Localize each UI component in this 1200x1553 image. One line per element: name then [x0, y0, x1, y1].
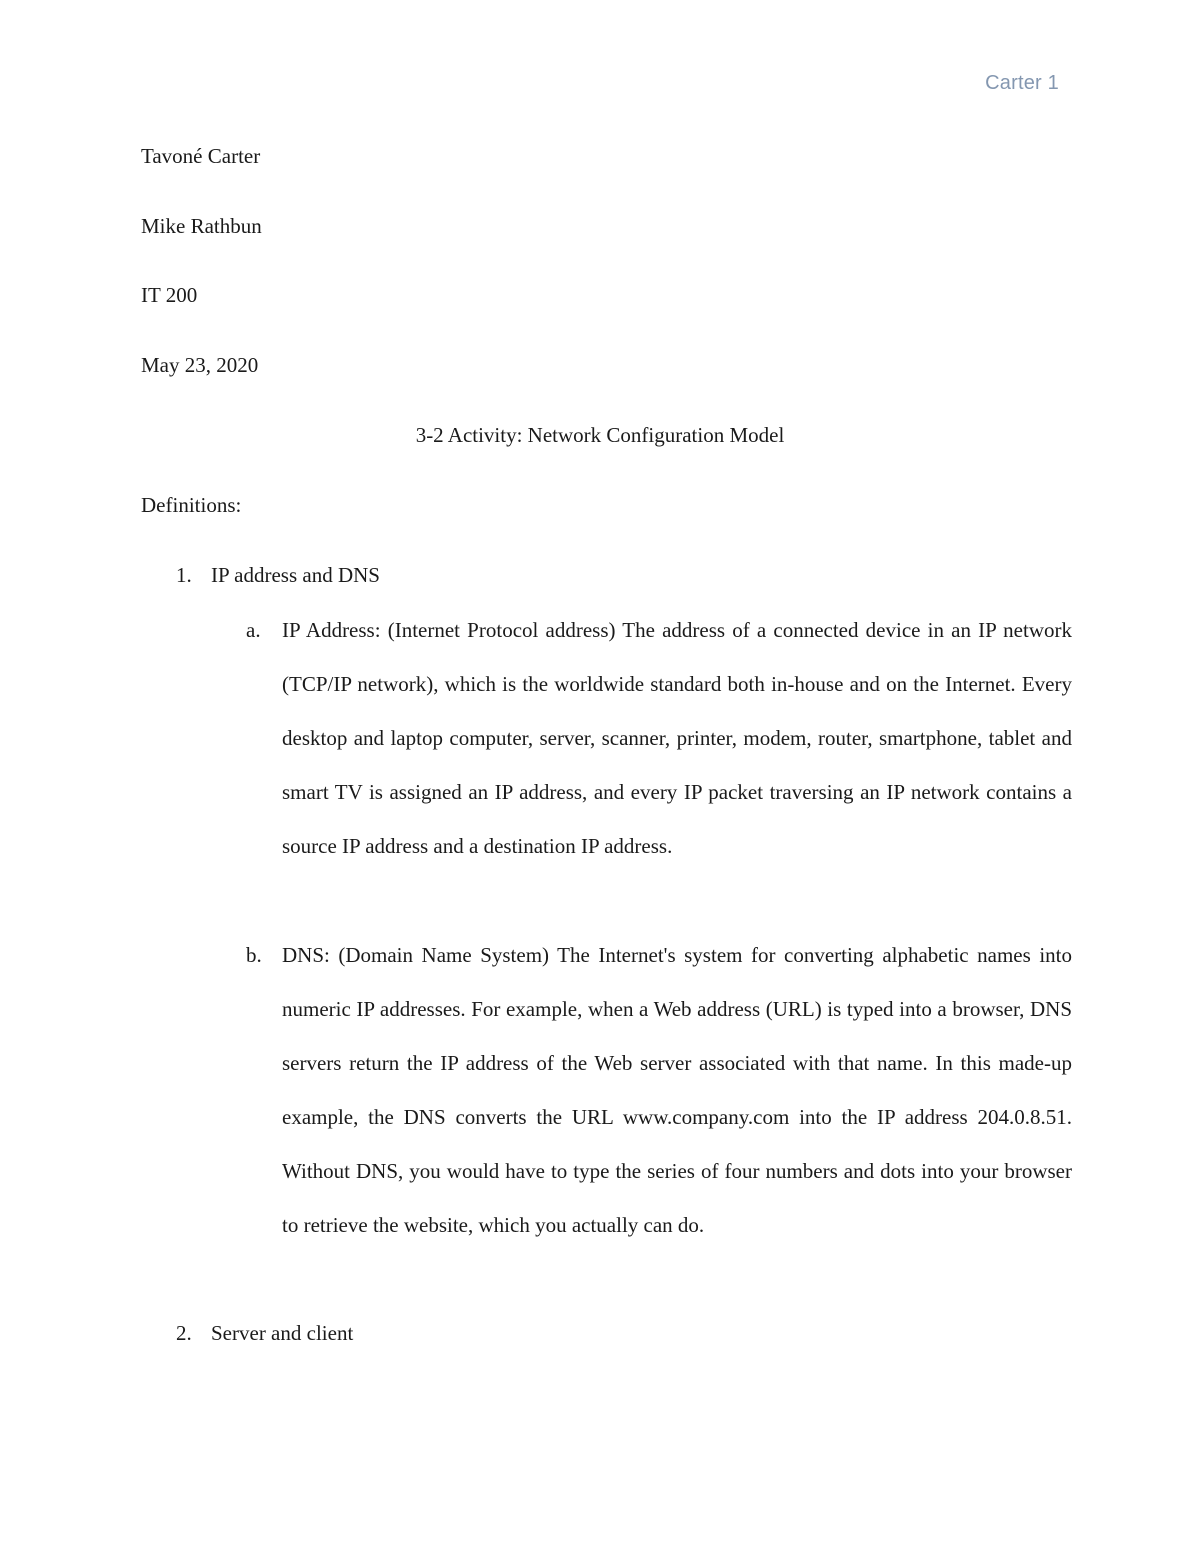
- date: May 23, 2020: [141, 353, 259, 377]
- list-item-label: IP address and DNS: [211, 563, 380, 587]
- instructor-name: Mike Rathbun: [141, 214, 262, 238]
- running-header: Carter 1: [985, 72, 1059, 94]
- definition-text: IP Address: (Internet Protocol address) The address of a connected device in an IP network (TCP/IP network), which is the worldwide standard both in-house and on the Internet. Every desktop and laptop computer, server, scanner, printer, modem, router, smartphone, tablet and smart TV is assigned an IP address, and every IP packet traversing an IP network contains a source IP address and a destination IP address.: [282, 618, 1072, 858]
- definitions-label: Definitions:: [141, 493, 242, 517]
- list-number: 2.: [176, 1321, 192, 1345]
- sublist-letter: b.: [246, 943, 262, 967]
- sublist-letter: a.: [246, 618, 261, 642]
- definition-dns: [282, 928, 1072, 1252]
- definition-ip-address: [282, 603, 1072, 873]
- student-name: Tavoné Carter: [141, 144, 261, 168]
- list-item-label: Server and client: [211, 1321, 354, 1345]
- course-name: IT 200: [141, 283, 198, 307]
- document-title: 3-2 Activity: Network Configuration Model: [415, 423, 785, 447]
- definition-text: DNS: (Domain Name System) The Internet's system for converting alphabetic names into numeric IP addresses. For example, when a Web address (URL) is typed into a browser, DNS servers return the IP address of the Web server associated with that name. In this made-up example, the DNS converts the URL www.company.com into the IP address 204.0.8.51. Without DNS, you would have to type the series of four numbers and dots into your browser to retrieve the website, which you actually can do.: [282, 943, 1072, 1237]
- list-number: 1.: [176, 563, 192, 587]
